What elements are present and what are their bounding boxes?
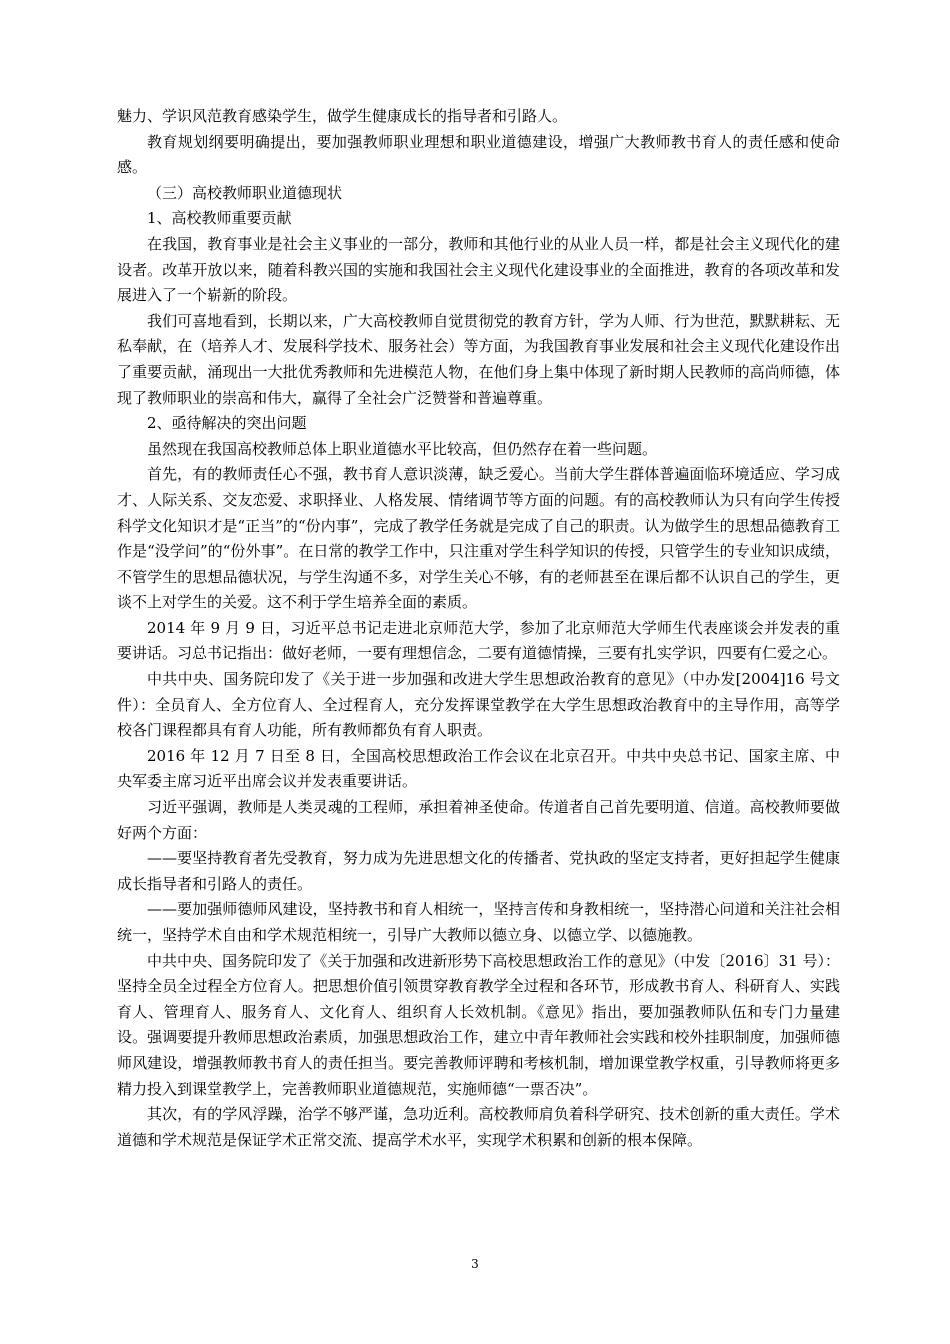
subheading-problems: 2、亟待解决的突出问题	[147, 414, 307, 433]
page-number: 3	[471, 1257, 479, 1271]
paragraph-second-problem: 其次，有的学风浮躁，治学不够严谨，急功近利。高校教师肩负着科学研究、技术创新的重大责任。学术道德和学术规范是保证学术正常交流、提高学术水平，实现学术积累和创新的根本保障。	[117, 1105, 840, 1149]
paragraph-2014-speech: 2014 年 9 月 9 日，习近平总书记走进北京师范大学，参加了北京师范大学师生代表座谈会并发表的重要讲话。习总书记指出：做好老师，一要有理想信念，二要有道德情操，三要有扎实学识，四要有仁爱之心。	[117, 618, 840, 663]
paragraph-education-plan: 教育规划纲要明确提出，要加强教师职业理想和职业道德建设，增强广大教师教书育人的责任感和使命感。	[117, 132, 840, 177]
paragraph-2016-opinion: 中共中央、国务院印发了《关于加强和改进新形势下高校思想政治工作的意见》（中发〔2016〕31 号）：坚持全员全过程全方位育人。把思想价值引领贯穿教育教学全过程和各环节，形成教书育人、科研育人、实践育人、管理育人、服务育人、文化育人、组织育人长效机制。《意见》指出，要加强教师队伍和专门力量建设。强调要提升教师思想政治素质，加强思想政治工作，建立中青年教师社会实践和校外挂职制度，加强师德师风建设，增强教师教书育人的责任担当。要完善教师评聘和考核机制，增加课堂教学权重，引导教师将更多精力投入到课堂教学上，完善教师职业道德规范，实施师德“一票否决”。	[117, 951, 840, 1098]
paragraph-contribution-detail: 我们可喜地看到，长期以来，广大高校教师自觉贯彻党的教育方针，学为人师、行为世范，默默耕耘、无私奉献，在（培养人才、发展科学技术、服务社会）等方面，为我国教育事业发展和社会主义现代化建设作出了重要贡献，涌现出一大批优秀教师和先进模范人物，在他们身上集中体现了新时期人民教师的高尚师德，体现了教师职业的崇高和伟大，赢得了全社会广泛赞誉和普遍尊重。	[117, 311, 840, 407]
paragraph-dash-two: ——要加强师德师风建设，坚持教书和育人相统一，坚持言传和身教相统一，坚持潜心问道和关注社会相统一，坚持学术自由和学术规范相统一，引导广大教师以德立身、以德立学、以德施教。	[117, 900, 840, 944]
paragraph-xi-emphasis: 习近平强调，教师是人类灵魂的工程师，承担着神圣使命。传道者自己首先要明道、信道。高校教师要做好两个方面：	[117, 798, 840, 842]
section-heading-status: （三）高校教师职业道德现状	[147, 183, 343, 202]
subheading-contribution: 1、高校教师重要贡献	[147, 209, 292, 228]
paragraph-dash-one: ——要坚持教育者先受教育，努力成为先进思想文化的传播者、党执政的坚定支持者，更好担起学生健康成长指导者和引路人的责任。	[117, 849, 840, 893]
document-body	[117, 104, 840, 1153]
paragraph-continuation: 魅力、学识风范教育感染学生，做学生健康成长的指导者和引路人。	[117, 107, 568, 125]
paragraph-2004-document: 中共中央、国务院印发了《关于进一步加强和改进大学生思想政治教育的意见》（中办发[2004]16 号文件）：全员育人、全方位育人、全过程育人，充分发挥课堂教学在大学生思想政治教育中的主导作用，高等学校各门课程都具有育人功能，所有教师都负有育人职责。	[117, 670, 840, 740]
paragraph-first-problem: 首先，有的教师责任心不强，教书育人意识淡薄，缺乏爱心。当前大学生群体普遍面临环境适应、学习成才、人际关系、交友恋爱、求职择业、人格发展、情绪调节等方面的问题。有的高校教师认为只有向学生传授科学文化知识才是“正当”的“份内事”，完成了教学任务就是完成了自己的职责。认为做学生的思想品德教育工作是“没学问”的“份外事”。在日常的教学工作中，只注重对学生科学知识的传授，只管学生的专业知识成绩，不管学生的思想品德状况，与学生沟通不多，对学生关心不够，有的老师甚至在课后都不认识自己的学生，更谈不上对学生的关爱。这不利于学生培养全面的素质。	[117, 465, 840, 612]
paragraph-2016-conference: 2016 年 12 月 7 日至 8 日，全国高校思想政治工作会议在北京召开。中共中央总书记、国家主席、中央军委主席习近平出席会议并发表重要讲话。	[117, 746, 840, 791]
paragraph-problems-intro: 虽然现在我国高校教师总体上职业道德水平比较高，但仍然存在着一些问题。	[147, 439, 658, 458]
paragraph-contribution-intro: 在我国，教育事业是社会主义事业的一部分，教师和其他行业的从业人员一样，都是社会主义现代化的建设者。改革开放以来，随着科教兴国的实施和我国社会主义现代化建设事业的全面推进，教育的各项改革和发展进入了一个崭新的阶段。	[117, 234, 840, 305]
